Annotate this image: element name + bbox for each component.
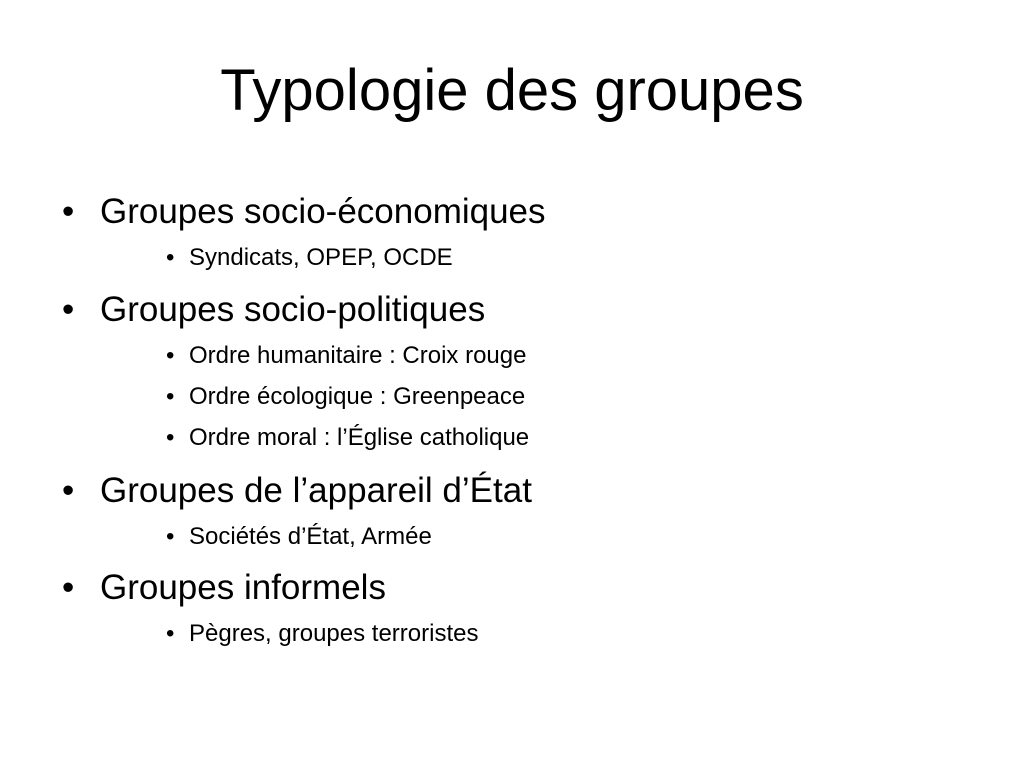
bullet-dot-icon: • xyxy=(62,192,75,231)
bullet-dot-icon: • xyxy=(166,342,175,369)
slide-title: Typologie des groupes xyxy=(220,58,804,123)
sub-bullet-label: Ordre écologique : Greenpeace xyxy=(189,383,526,410)
bullet-dot-icon: • xyxy=(62,290,75,329)
bullet-label: Groupes socio-économiques xyxy=(100,192,546,231)
sub-bullet-item xyxy=(166,525,432,549)
bullet-dot-icon: • xyxy=(62,471,75,510)
bullet-dot-icon: • xyxy=(166,523,175,550)
sub-bullet-item xyxy=(166,622,478,646)
bullet-group-informels xyxy=(62,570,386,605)
bullet-group-socio-economiques xyxy=(62,194,546,229)
sub-bullet-label: Ordre moral : l’Église catholique xyxy=(189,424,530,451)
sub-bullet-label: Ordre humanitaire : Croix rouge xyxy=(189,342,527,369)
sub-bullet-item xyxy=(166,426,529,450)
bullet-label: Groupes socio-politiques xyxy=(100,290,486,329)
bullet-group-appareil-etat xyxy=(62,473,532,508)
sub-bullet-label: Sociétés d’État, Armée xyxy=(189,523,432,550)
bullet-dot-icon: • xyxy=(62,568,75,607)
sub-bullet-item xyxy=(166,385,525,409)
bullet-label: Groupes de l’appareil d’État xyxy=(100,471,532,510)
sub-bullet-item xyxy=(166,246,453,270)
bullet-dot-icon: • xyxy=(166,383,175,410)
sub-bullet-label: Syndicats, OPEP, OCDE xyxy=(189,244,453,271)
sub-bullet-item xyxy=(166,344,526,368)
bullet-dot-icon: • xyxy=(166,424,175,451)
bullet-dot-icon: • xyxy=(166,620,175,647)
sub-bullet-label: Pègres, groupes terroristes xyxy=(189,620,479,647)
bullet-group-socio-politiques xyxy=(62,292,485,327)
bullet-label: Groupes informels xyxy=(100,568,386,607)
bullet-dot-icon: • xyxy=(166,244,175,271)
